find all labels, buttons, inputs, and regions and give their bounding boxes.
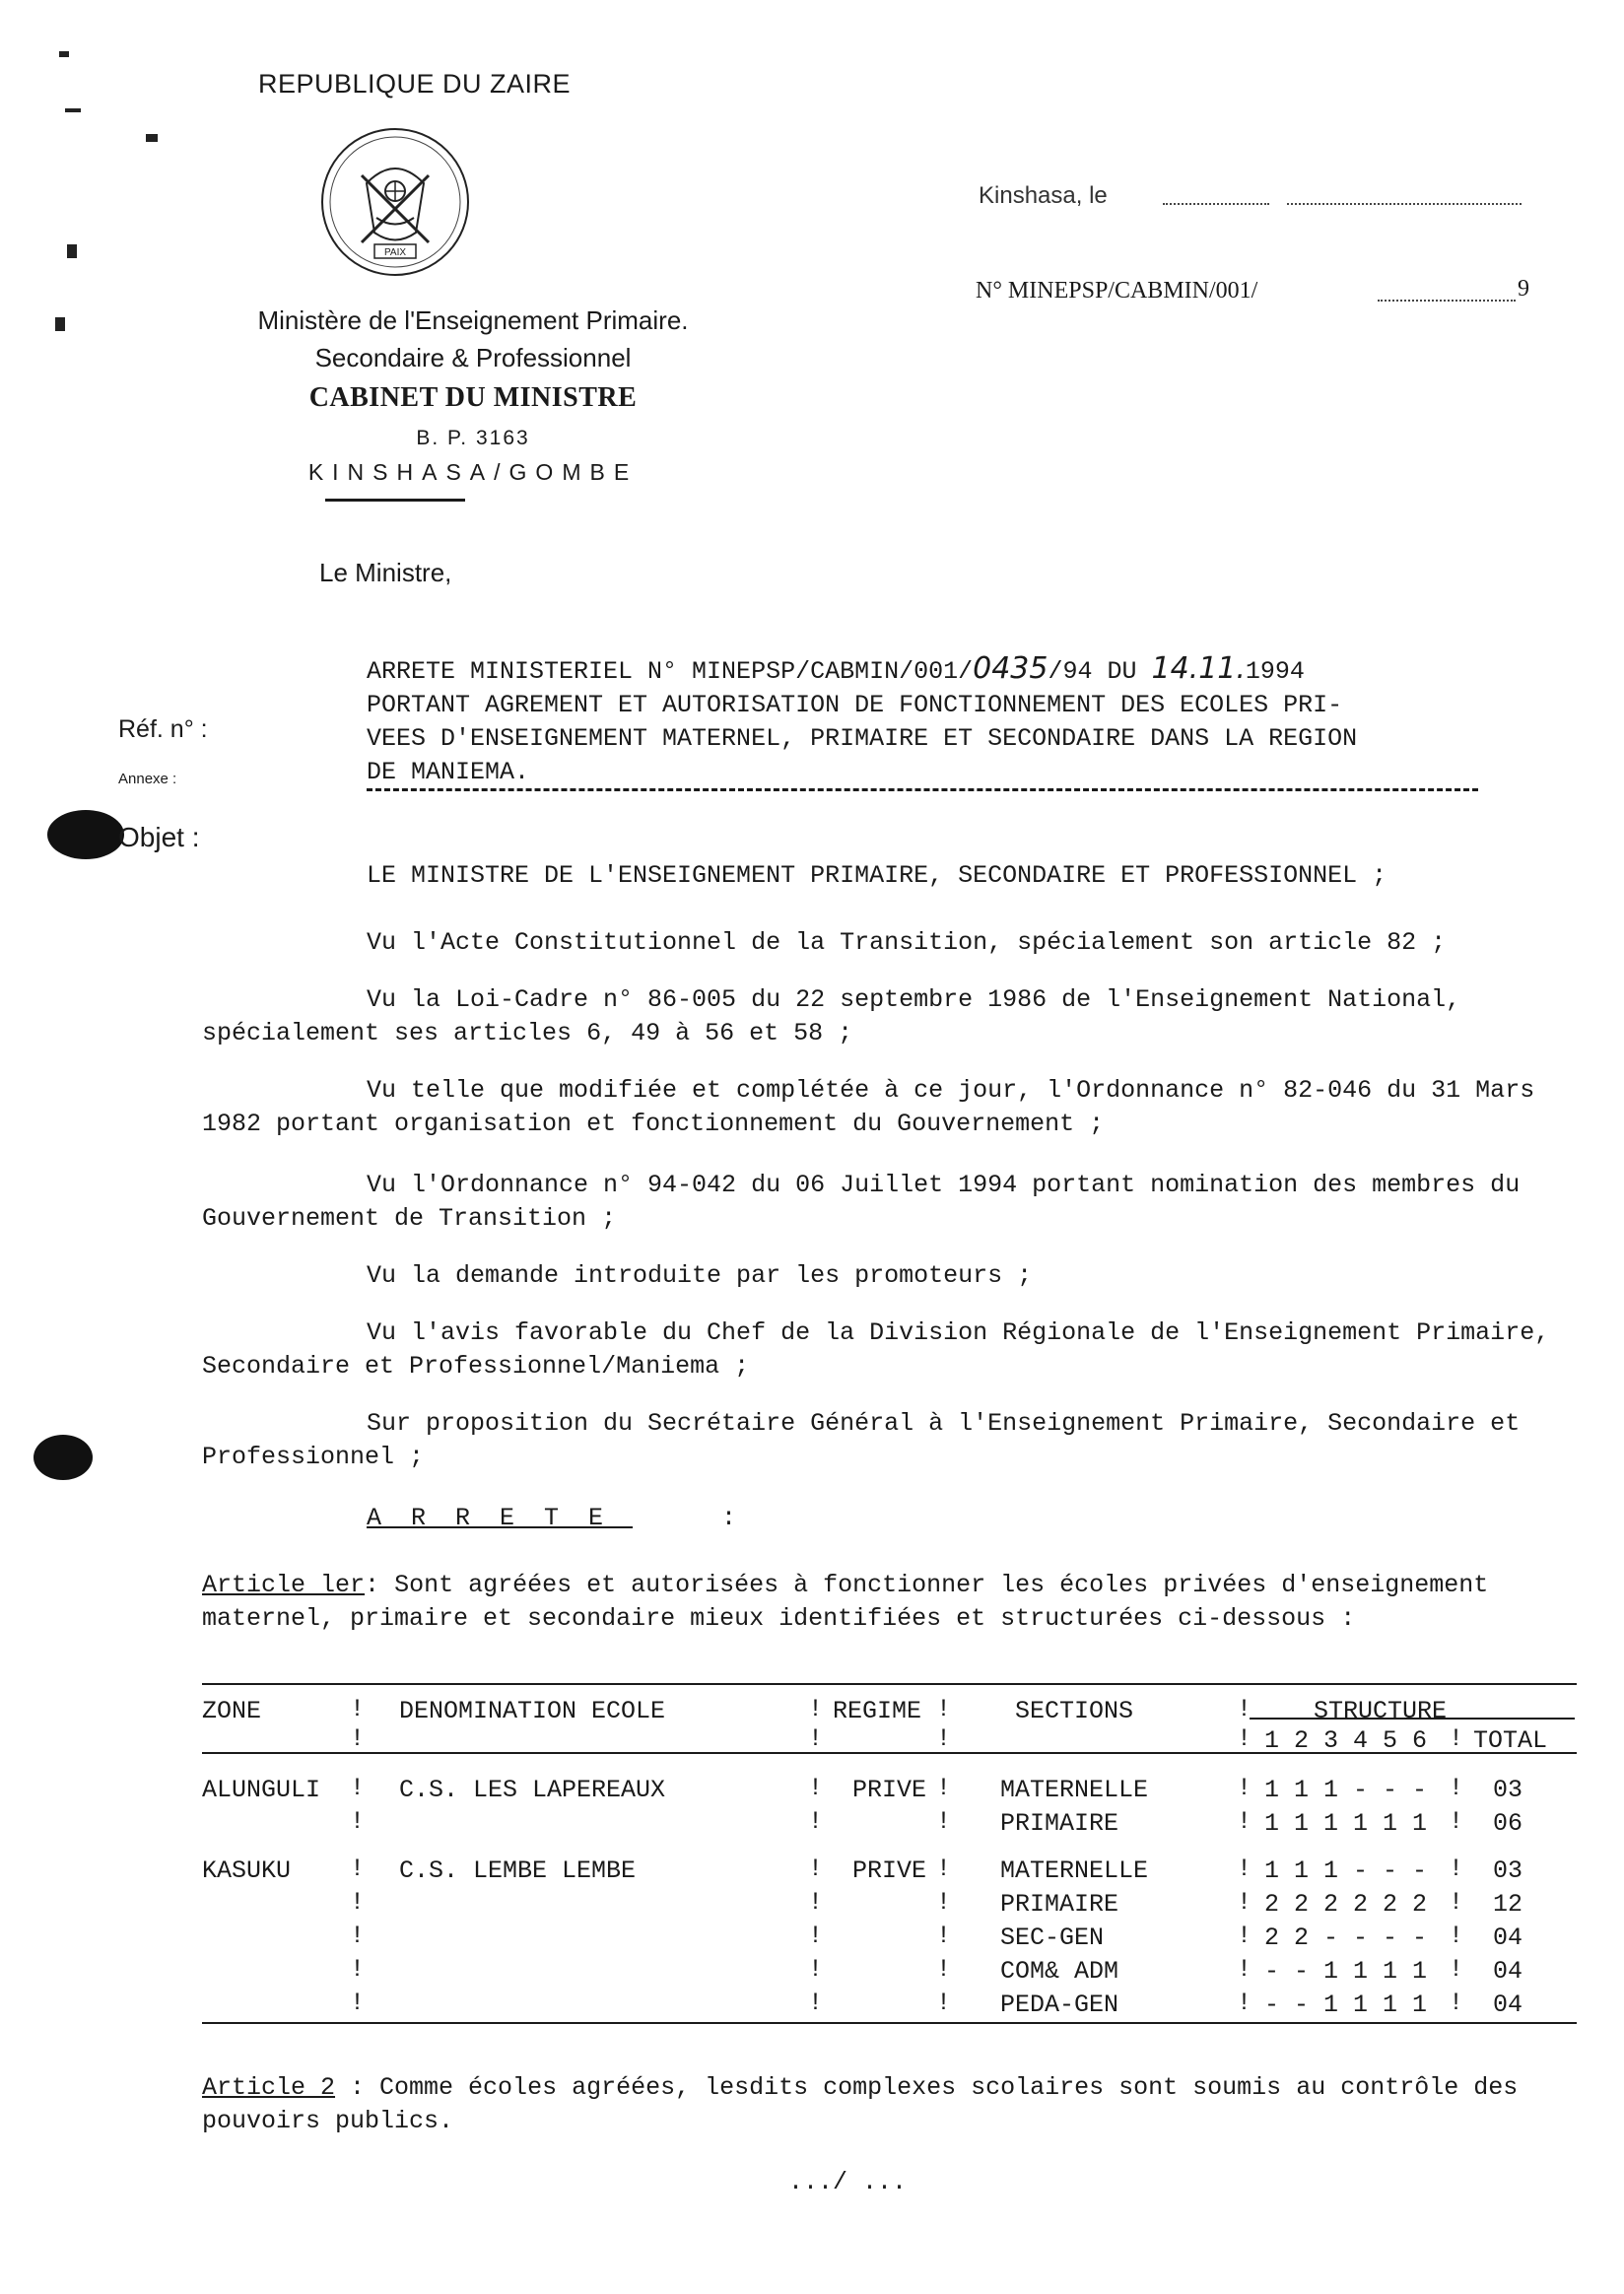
column-separator: ! <box>936 1695 952 1723</box>
column-separator: ! <box>1237 1724 1252 1753</box>
column-separator: ! <box>936 1888 952 1917</box>
column-separator: ! <box>1449 1888 1464 1917</box>
scan-speck <box>67 244 77 258</box>
table-bottom-rule <box>202 2022 1577 2024</box>
column-separator: ! <box>1449 1855 1464 1883</box>
place-date-label: Kinshasa, le <box>979 182 1108 209</box>
table-cell-section: SEC-GEN <box>1000 1923 1105 1952</box>
table-cell-structure: 1 1 1 - - - <box>1264 1856 1428 1885</box>
table-cell-structure: 1 1 1 - - - <box>1264 1776 1428 1804</box>
preamble-ordonnance-94-042: Vu l'Ordonnance n° 94-042 du 06 Juillet 1994 portant nomination des membres du Gouvernement de Transition ; <box>202 1171 1521 1233</box>
ministry-name <box>99 302 847 376</box>
objet-label: Objet : <box>118 822 200 852</box>
column-separator: ! <box>1237 1888 1252 1917</box>
scan-speck <box>59 51 69 57</box>
table-cell-structure: 2 2 2 2 2 2 <box>1264 1890 1428 1919</box>
table-cell-regime: PRIVE <box>852 1776 927 1804</box>
column-separator: ! <box>936 1955 952 1984</box>
city-line: KINSHASA/GOMBE <box>307 459 639 485</box>
arrete-colon: : <box>721 1504 737 1532</box>
scan-speck <box>55 317 65 331</box>
decree-title <box>367 652 1500 789</box>
column-separator: ! <box>1449 1922 1464 1950</box>
continuation-mark: .../ ... <box>788 2168 908 2196</box>
title-dashed-rule <box>367 788 1478 791</box>
header-structure: STRUCTURE <box>1314 1697 1448 1725</box>
header-regime: REGIME <box>833 1697 922 1725</box>
table-cell-section: PRIMAIRE <box>1000 1809 1119 1838</box>
preamble-proposition: Sur proposition du Secrétaire Général à l'Enseignement Primaire, Secondaire et Professionnel ; <box>202 1409 1521 1471</box>
table-cell-total: 03 <box>1493 1776 1523 1804</box>
republic-title: REPUBLIQUE DU ZAIRE <box>258 69 572 99</box>
column-separator: ! <box>936 1855 952 1883</box>
table-cell-section: MATERNELLE <box>1000 1856 1149 1885</box>
column-separator: ! <box>1449 1724 1464 1753</box>
column-separator: ! <box>1237 1922 1252 1950</box>
table-cell-section: COM& ADM <box>1000 1957 1119 1986</box>
reference-number: N° MINEPSP/CABMIN/001/ <box>976 278 1258 304</box>
column-separator: ! <box>808 1807 824 1836</box>
handwritten-number: 0435 <box>973 651 1049 686</box>
table-cell-zone: KASUKU <box>202 1856 292 1885</box>
arrete-heading: ARRETE <box>367 1504 634 1532</box>
article-2 <box>202 2071 1601 2138</box>
annexe-label: Annexe : <box>118 771 177 787</box>
date-blank-2 <box>1287 189 1522 205</box>
column-separator: ! <box>808 1888 824 1917</box>
preamble-demande: Vu la demande introduite par les promoteurs ; <box>367 1261 1033 1290</box>
city-underline <box>325 499 465 502</box>
table-cell-structure: 2 2 - - - - <box>1264 1923 1428 1952</box>
table-cell-zone: ALUNGULI <box>202 1776 321 1804</box>
column-separator: ! <box>350 1724 366 1753</box>
column-separator: ! <box>936 1989 952 2017</box>
handwritten-date: 14.11. <box>1151 651 1246 686</box>
title-line-2: PORTANT AGREMENT ET AUTORISATION DE FONCTIONNEMENT DES ECOLES PRI- <box>367 691 1343 719</box>
column-separator: ! <box>1449 1774 1464 1802</box>
emblem-motto: PAIX <box>383 247 407 258</box>
article-2-label: Article 2 <box>202 2073 336 2102</box>
column-separator: ! <box>936 1922 952 1950</box>
article-1-colon: : <box>365 1571 380 1599</box>
article-1-text: Sont agréées et autorisées à fonctionner les écoles privées d'enseignement maternel, primaire et secondaire mieux identifiées et structurées ci-dessous : <box>202 1571 1489 1633</box>
column-separator: ! <box>808 1922 824 1950</box>
table-cell-total: 03 <box>1493 1856 1523 1885</box>
table-cell-section: MATERNELLE <box>1000 1776 1149 1804</box>
title-year: 1994 <box>1245 657 1305 686</box>
scan-speck <box>146 134 158 142</box>
ref-label: Réf. n° : <box>118 715 208 743</box>
column-separator: ! <box>1449 1955 1464 1984</box>
header-zone: ZONE <box>202 1697 262 1725</box>
scan-speck <box>65 108 81 112</box>
preamble-ordonnance-82-046: Vu telle que modifiée et complétée à ce jour, l'Ordonnance n° 82-046 du 31 Mars 1982 portant organisation et fonctionnement du Gouvernement ; <box>202 1076 1535 1138</box>
title-line-3: VEES D'ENSEIGNEMENT MATERNEL, PRIMAIRE ET SECONDAIRE DANS LA REGION <box>367 724 1358 753</box>
title-line-4: DE MANIEMA. <box>367 758 530 786</box>
column-separator: ! <box>1237 1695 1252 1723</box>
cabinet-title: CABINET DU MINISTRE <box>308 382 638 413</box>
table-cell-section: PEDA-GEN <box>1000 1990 1119 2019</box>
column-separator: ! <box>1449 1807 1464 1836</box>
column-separator: ! <box>350 1807 366 1836</box>
postal-box: B. P. 3163 <box>416 427 530 449</box>
column-separator: ! <box>350 1855 366 1883</box>
article-1 <box>202 1569 1601 1636</box>
table-cell-ecole: C.S. LEMBE LEMBE <box>399 1856 637 1885</box>
header-total: TOTAL <box>1473 1726 1548 1755</box>
column-separator: ! <box>350 1774 366 1802</box>
column-separator: ! <box>808 1955 824 1984</box>
column-separator: ! <box>936 1724 952 1753</box>
reference-suffix: 9 <box>1518 276 1529 302</box>
table-cell-total: 04 <box>1493 1957 1523 1986</box>
table-cell-ecole: C.S. LES LAPEREAUX <box>399 1776 666 1804</box>
minister-label: Le Ministre, <box>319 558 452 587</box>
header-sections: SECTIONS <box>1015 1697 1134 1725</box>
column-separator: ! <box>1237 1774 1252 1802</box>
column-separator: ! <box>808 1774 824 1802</box>
column-separator: ! <box>1237 1955 1252 1984</box>
table-cell-regime: PRIVE <box>852 1856 927 1885</box>
header-years: 1 2 3 4 5 6 <box>1264 1726 1428 1755</box>
column-separator: ! <box>1237 1989 1252 2017</box>
preamble-avis: Vu l'avis favorable du Chef de la Division Régionale de l'Enseignement Primaire, Secondaire et Professionnel/Maniema ; <box>202 1318 1550 1381</box>
column-separator: ! <box>350 1695 366 1723</box>
table-cell-section: PRIMAIRE <box>1000 1890 1119 1919</box>
column-separator: ! <box>936 1807 952 1836</box>
column-separator: ! <box>350 1989 366 2017</box>
ministry-line-2: Secondaire & Professionnel <box>314 343 632 372</box>
table-cell-structure: 1 1 1 1 1 1 <box>1264 1809 1428 1838</box>
table-cell-total: 04 <box>1493 1923 1523 1952</box>
column-separator: ! <box>808 1695 824 1723</box>
table-cell-total: 12 <box>1493 1890 1523 1919</box>
column-separator: ! <box>808 1855 824 1883</box>
column-separator: ! <box>936 1774 952 1802</box>
table-cell-total: 06 <box>1493 1809 1523 1838</box>
table-cell-total: 04 <box>1493 1990 1523 2019</box>
header-denomination: DENOMINATION ECOLE <box>399 1697 666 1725</box>
column-separator: ! <box>808 1989 824 2017</box>
article-1-label: Article ler <box>202 1571 366 1599</box>
table-cell-structure: - - 1 1 1 1 <box>1264 1957 1428 1986</box>
preamble-acte-constitutionnel: Vu l'Acte Constitutionnel de la Transition, spécialement son article 82 ; <box>367 928 1447 957</box>
column-separator: ! <box>350 1955 366 1984</box>
article-2-text: : Comme écoles agréées, lesdits complexes scolaires sont soumis au contrôle des pouvoirs publics. <box>202 2073 1519 2135</box>
column-separator: ! <box>1237 1855 1252 1883</box>
column-separator: ! <box>1449 1989 1464 2017</box>
title-prefix: ARRETE MINISTERIEL N° MINEPSP/CABMIN/001/ <box>367 657 974 686</box>
preamble-minister: LE MINISTRE DE L'ENSEIGNEMENT PRIMAIRE, SECONDAIRE ET PROFESSIONNEL ; <box>367 861 1387 890</box>
table-cell-structure: - - 1 1 1 1 <box>1264 1990 1428 2019</box>
title-mid: /94 DU <box>1048 657 1152 686</box>
ink-blot <box>34 1435 93 1480</box>
national-emblem-seal <box>317 124 473 280</box>
ink-blot <box>47 810 124 859</box>
column-separator: ! <box>350 1888 366 1917</box>
column-separator: ! <box>350 1922 366 1950</box>
preamble-loi-cadre: Vu la Loi-Cadre n° 86-005 du 22 septembre 1986 de l'Enseignement National, spécialement ses articles 6, 49 à 56 et 58 ; <box>202 985 1461 1047</box>
column-separator: ! <box>1237 1807 1252 1836</box>
column-separator: ! <box>808 1724 824 1753</box>
ministry-line-1: Ministère de l'Enseignement Primaire. <box>257 305 689 335</box>
reference-blank <box>1378 286 1516 302</box>
schools-table <box>202 1683 1577 2022</box>
date-blank-1 <box>1163 189 1269 205</box>
